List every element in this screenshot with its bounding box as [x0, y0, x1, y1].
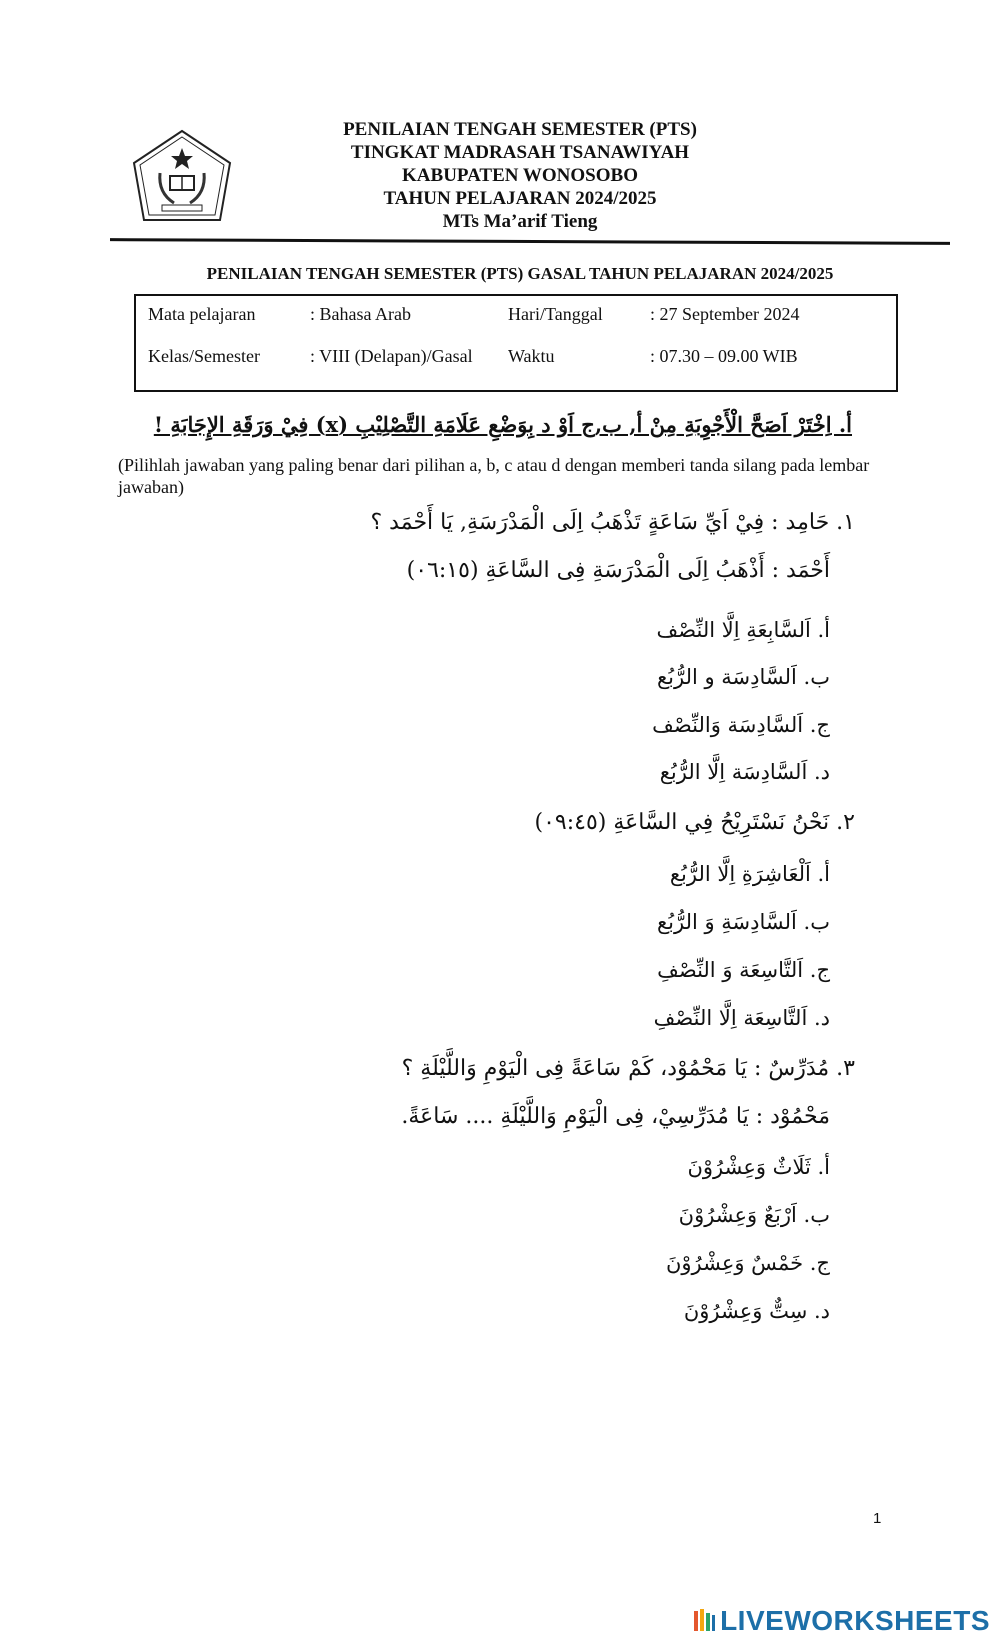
header-line-2: TINGKAT MADRASAH TSANAWIYAH	[350, 142, 690, 163]
header-line-3: KABUPATEN WONOSOBO	[402, 165, 638, 186]
kelas-value: : VIII (Delapan)/Gasal	[310, 346, 473, 366]
tanggal-label: Hari/Tanggal	[508, 304, 603, 324]
brand-text: LIVEWORKSHEETS	[720, 1605, 990, 1636]
mapel-value: : Bahasa Arab	[310, 304, 411, 324]
question-2-option-d[interactable]: د. اَلتَّاسِعَة اِلَّا النِّصْفِ	[653, 1006, 830, 1030]
question-1-line-1: ١. حَامِد : فِيْ اَيِّ سَاعَةٍ تَذْهَبُ اِلَى الْمَدْرَسَةِ, يَا أَحْمَد ؟	[370, 510, 855, 535]
question-3-line-1: ٣. مُدَرِّسٌ : يَا مَحْمُوْد، كَمْ سَاعَةً فِى الْيَوْمِ وَاللَّيْلَةِ ؟	[401, 1056, 855, 1081]
question-1-option-d[interactable]: د. اَلسَّادِسَة اِلَّا الرُّبُع	[659, 760, 830, 784]
page-number: 1	[873, 1510, 882, 1527]
header-line-4: TAHUN PELAJARAN 2024/2025	[383, 188, 657, 209]
question-2-line-1: ٢. نَحْنُ نَسْتَرِيْحُ فِي السَّاعَةِ (٠٩:٤٥)	[534, 810, 855, 835]
liveworksheets-logo-icon	[692, 1607, 716, 1635]
question-1-option-a[interactable]: أ. اَلسَّابِعَةِ اِلَّا النِّصْف	[656, 618, 830, 642]
question-3-option-c[interactable]: ج. خَمْسٌ وَعِشْرُوْنَ	[665, 1251, 830, 1275]
question-3-option-b[interactable]: ب. اَرْبَعٌ وَعِشْرُوْنَ	[678, 1203, 830, 1227]
kelas-label: Kelas/Semester	[148, 346, 260, 366]
question-3-option-a[interactable]: أ. ثَلَاثٌ وَعِشْرُوْنَ	[687, 1155, 830, 1179]
mapel-label: Mata pelajaran	[148, 304, 256, 324]
question-1-option-c[interactable]: ج. اَلسَّادِسَة وَالنِّصْف	[652, 713, 830, 737]
question-2-option-a[interactable]: أ. اَلْعَاشِرَةِ اِلَّا الرُّبُع	[669, 862, 830, 886]
question-2-option-c[interactable]: ج. اَلتَّاسِعَة وَ النِّصْفِ	[657, 958, 830, 982]
header-line-1: PENILAIAN TENGAH SEMESTER (PTS)	[343, 119, 697, 140]
waktu-value: : 07.30 – 09.00 WIB	[650, 346, 798, 366]
tanggal-value: : 27 September 2024	[650, 304, 800, 324]
ministry-emblem-icon	[130, 128, 235, 223]
waktu-label: Waktu	[508, 346, 555, 366]
question-2-option-b[interactable]: ب. اَلسَّادِسَةِ وَ الرُّبُع	[656, 910, 830, 934]
instruction-note: (Pilihlah jawaban yang paling benar dari pilihan a, b, c atau d dengan memberi tanda silang pada lembar jawaban)	[118, 455, 870, 497]
header-divider	[110, 238, 950, 245]
instruction-arabic: أ. اِخْتَرْ اَصَحَّ الْأَجْوِبَةِ مِنْ أ, ب,ج اَوْ د بِوَضْعِ عَلَامَةِ التَّصْلِيْبِ (x) فِيْ وَرَقَةِ الإِجَابَةِ !	[153, 412, 852, 437]
question-1-line-2: أَحْمَد : أَذْهَبُ اِلَى الْمَدْرَسَةِ فِى السَّاعَةِ (٠٦:١٥)	[406, 558, 830, 583]
question-3-option-d[interactable]: د. سِتٌّ وَعِشْرُوْنَ	[683, 1299, 830, 1323]
question-1-option-b[interactable]: ب. اَلسَّادِسَة و الرُّبُع	[656, 665, 830, 689]
liveworksheets-brand[interactable]	[692, 1605, 990, 1637]
question-3-line-2: مَحْمُوْد : يَا مُدَرِّسِيْ، فِى الْيَوْمِ وَاللَّيْلَةِ .... سَاعَةً.	[401, 1104, 830, 1129]
exam-subtitle: PENILAIAN TENGAH SEMESTER (PTS) GASAL TAHUN PELAJARAN 2024/2025	[206, 264, 834, 283]
header-line-5: MTs Ma’arif Tieng	[442, 211, 598, 232]
